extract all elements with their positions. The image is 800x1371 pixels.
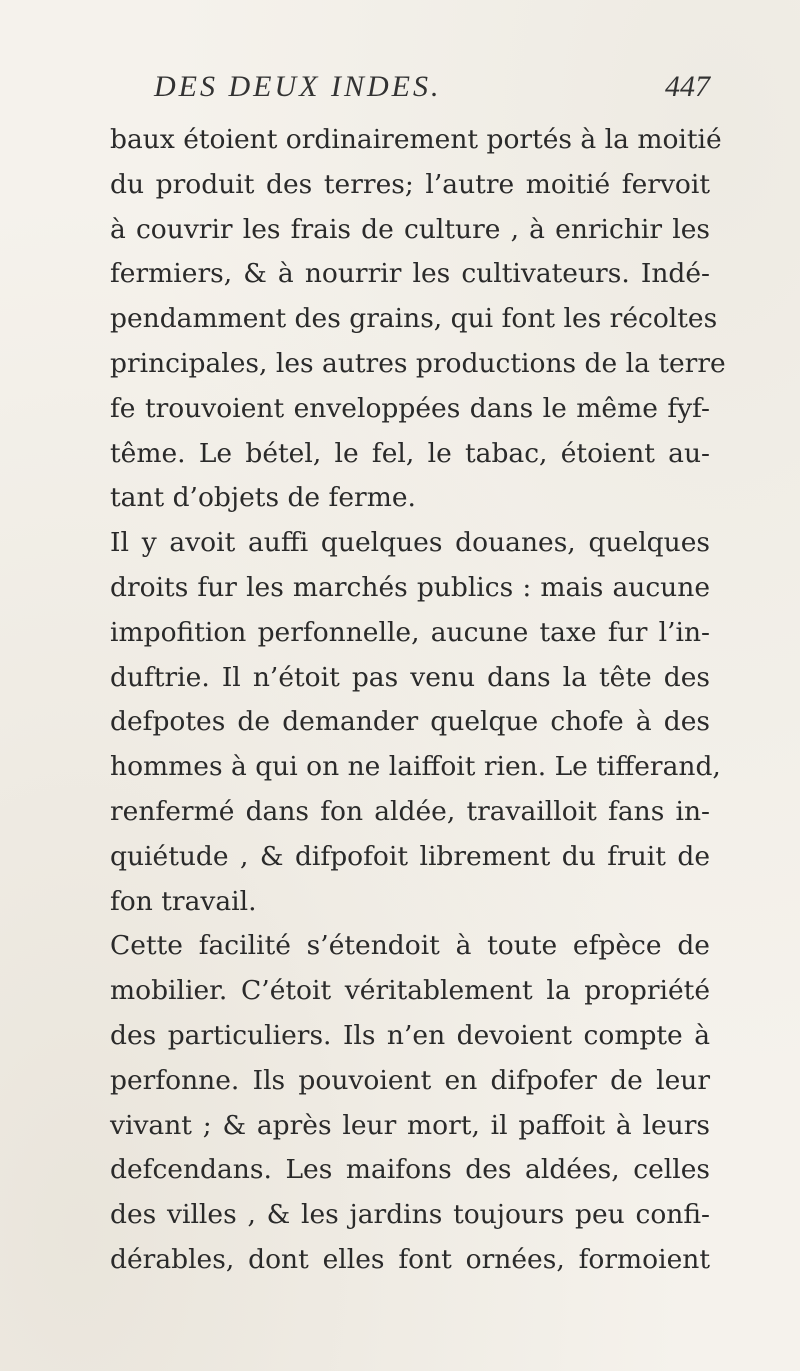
text-line: fermiers, & à nourrir les cultivateurs. Indé- <box>110 258 710 290</box>
text-line: dérables, dont elles font ornées, formoient <box>110 1243 710 1275</box>
text-line: tant d’objets de ferme. <box>110 482 416 514</box>
text-line: impofition perfonnelle, aucune taxe fur l’in- <box>110 616 710 648</box>
text-line: du produit des terres; l’autre moitié fervoit <box>110 168 710 200</box>
text-line: Il y avoit auffi quelques douanes, quelques <box>110 527 710 559</box>
text-line: tême. Le bétel, le fel, le tabac, étoient au- <box>110 437 710 469</box>
text-line: mobilier. C’étoit véritablement la propriété <box>110 975 710 1007</box>
text-line: defcendans. Les maifons des aldées, celles <box>110 1154 710 1186</box>
page-number: 447 <box>665 70 710 103</box>
text-line: defpotes de demander quelque chofe à des <box>110 706 710 738</box>
text-line: Cette facilité s’étendoit à toute efpèce de <box>110 930 710 962</box>
text-line: duftrie. Il n’étoit pas venu dans la tête des <box>110 661 710 693</box>
text-line: hommes à qui on ne laiffoit rien. Le tifferand, <box>110 751 721 783</box>
text-line: des particuliers. Ils n’en devoient compte à <box>110 1019 710 1051</box>
text-line: principales, les autres productions de la terre <box>110 347 726 379</box>
running-title: DES DEUX INDES. <box>154 70 442 103</box>
text-line: droits fur les marchés publics : mais aucune <box>110 571 710 603</box>
text-line: vivant ; & après leur mort, il paffoit à leurs <box>110 1109 710 1141</box>
body-text <box>110 118 726 1283</box>
text-line: quiétude , & difpofoit librement du fruit de <box>110 840 710 872</box>
text-line: baux étoient ordinairement portés à la moitié <box>110 124 722 155</box>
text-line: fon travail. <box>110 885 257 917</box>
running-head <box>150 70 710 120</box>
text-line: perfonne. Ils pouvoient en difpofer de leur <box>110 1064 710 1096</box>
text-line: à couvrir les frais de culture , à enrichir les <box>110 213 710 245</box>
text-line: renfermé dans fon aldée, travailloit fans in- <box>110 795 710 827</box>
text-line: des villes , & les jardins toujours peu confi- <box>110 1199 710 1231</box>
text-line: fe trouvoient enveloppées dans le même fyf- <box>110 392 710 424</box>
text-line: pendamment des grains, qui font les récoltes <box>110 303 718 335</box>
